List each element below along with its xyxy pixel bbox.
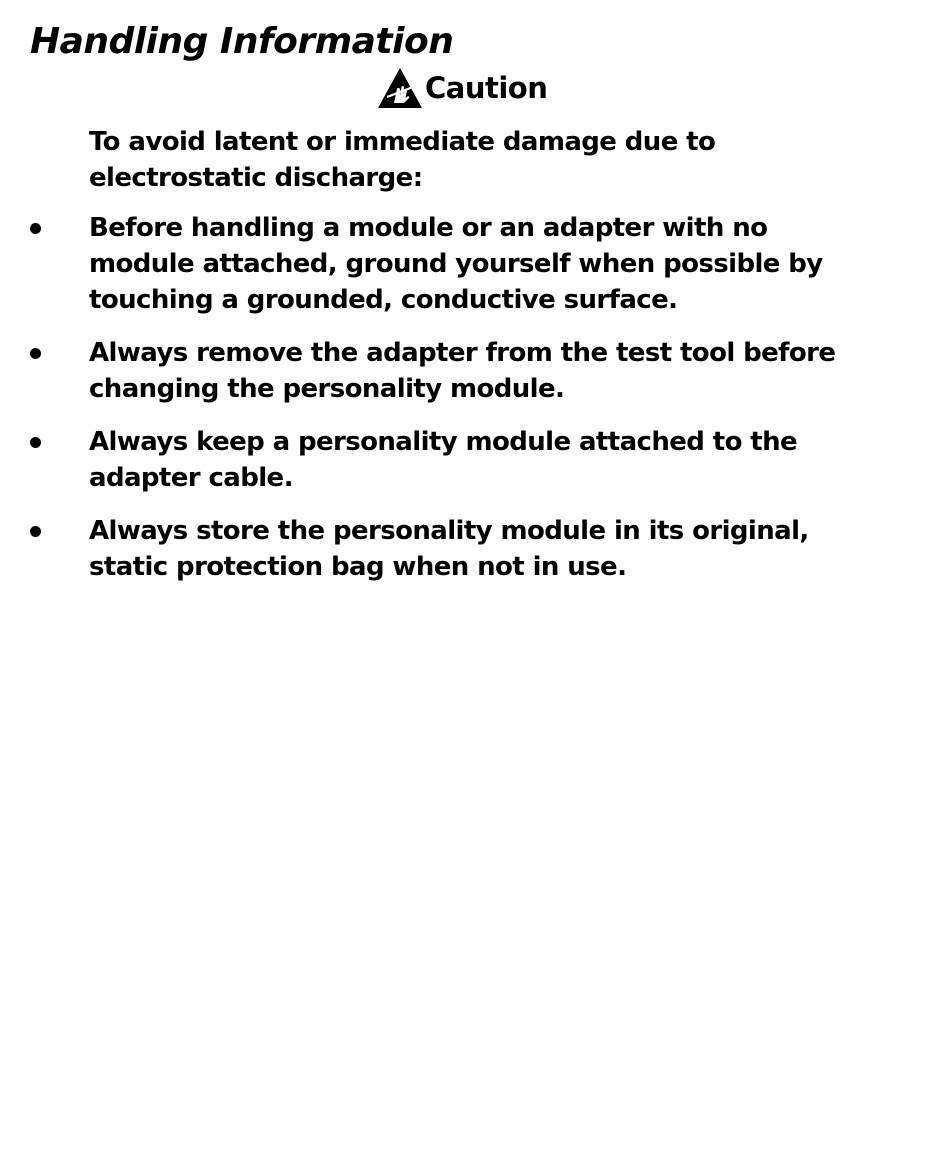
list-item-text: Always remove the adapter from the test tool before changing the personality module. (89, 338, 836, 404)
bullet-icon (30, 223, 41, 234)
caution-label: Caution (425, 71, 548, 105)
list-item (0, 210, 849, 318)
list-item (0, 424, 849, 496)
esd-warning-icon (377, 67, 423, 109)
caution-intro: To avoid latent or immediate damage due to electrostatic discharge: (89, 127, 716, 193)
caution-body (0, 124, 950, 602)
list-item-text: Always keep a personality module attached to the adapter cable. (89, 427, 798, 493)
bullet-icon (30, 526, 41, 537)
caution-notice (377, 66, 547, 110)
precaution-list (0, 210, 950, 585)
list-item (0, 335, 849, 407)
list-item-text: Always store the personality module in its original, static protection bag when not in use. (89, 516, 809, 582)
section-heading: Handling Information (30, 21, 454, 62)
bullet-icon (30, 348, 41, 359)
bullet-icon (30, 437, 41, 448)
list-item (0, 513, 849, 585)
list-item-text: Before handling a module or an adapter with no module attached, ground yourself when possible by touching a grounded, conductive surface. (89, 213, 823, 315)
